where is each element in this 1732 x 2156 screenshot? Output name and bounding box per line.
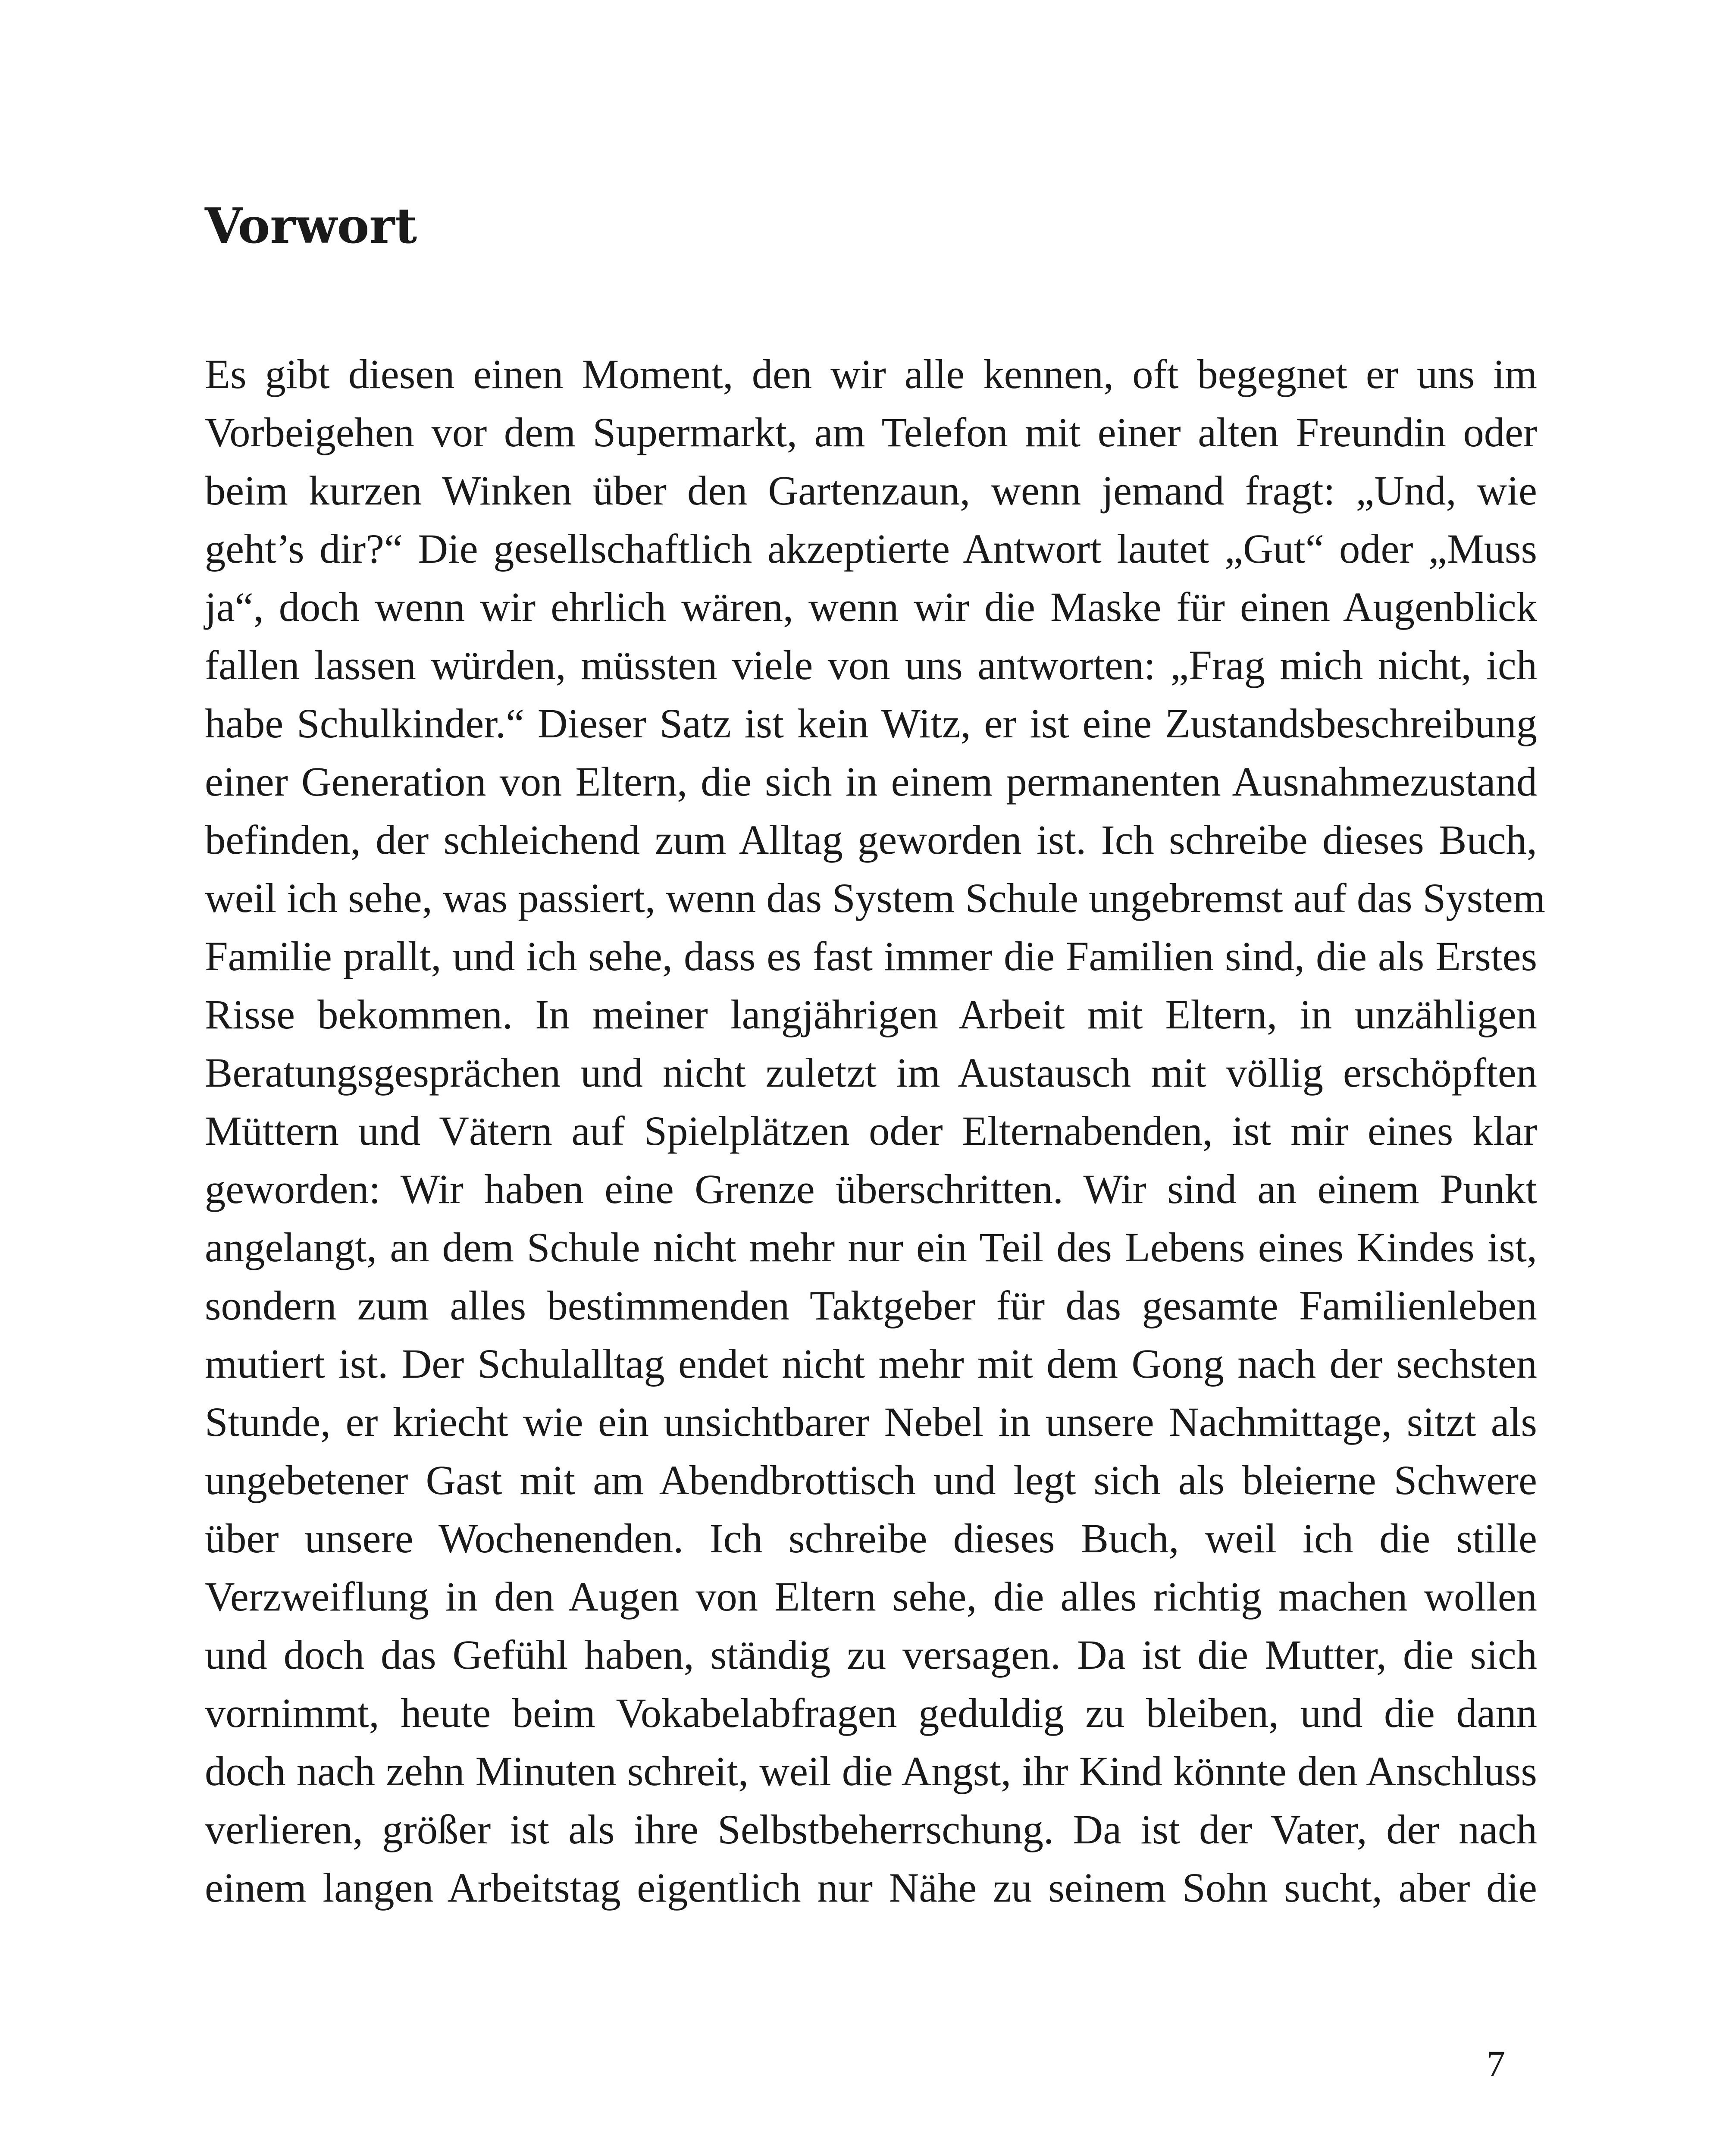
- text-line: Stunde, er kriecht wie ein unsichtbarer Nebel in unsere Nachmittage, sitzt als: [205, 1399, 1537, 1445]
- text-line: weil ich sehe, was passiert, wenn das System Schule ungebremst auf das System: [205, 875, 1545, 921]
- text-line: vornimmt, heute beim Vokabelabfragen geduldig zu bleiben, und die dann: [205, 1690, 1537, 1736]
- page-number: 7: [1487, 2043, 1505, 2084]
- text-line: einer Generation von Eltern, die sich in einem permanenten Ausnahmezustand: [205, 758, 1537, 805]
- body-paragraph: [205, 345, 1545, 1917]
- text-line: habe Schulkinder.“ Dieser Satz ist kein Witz, er ist eine Zustandsbeschreibung: [205, 700, 1537, 746]
- text-line: Beratungsgesprächen und nicht zuletzt im Austausch mit völlig erschöpften: [205, 1050, 1537, 1096]
- text-line: und doch das Gefühl haben, ständig zu versagen. Da ist die Mutter, die sich: [205, 1632, 1537, 1678]
- text-line: Vorbeigehen vor dem Supermarkt, am Telefon mit einer alten Freundin oder: [205, 409, 1537, 455]
- text-line: ungebetener Gast mit am Abendbrottisch und legt sich als bleierne Schwere: [205, 1457, 1537, 1503]
- chapter-heading: Vorwort: [205, 198, 417, 254]
- text-line: mutiert ist. Der Schulalltag endet nicht mehr mit dem Gong nach der sechsten: [205, 1341, 1537, 1387]
- text-line: geworden: Wir haben eine Grenze überschritten. Wir sind an einem Punkt: [205, 1166, 1537, 1212]
- text-line: beim kurzen Winken über den Gartenzaun, wenn jemand fragt: „Und, wie: [205, 467, 1537, 514]
- text-line: geht’s dir?“ Die gesellschaftlich akzeptierte Antwort lautet „Gut“ oder „Muss: [205, 526, 1537, 572]
- text-line: sondern zum alles bestimmenden Taktgeber für das gesamte Familienleben: [205, 1282, 1537, 1329]
- text-line: Risse bekommen. In meiner langjährigen Arbeit mit Eltern, in unzähligen: [205, 991, 1537, 1037]
- text-line: fallen lassen würden, müssten viele von uns antworten: „Frag mich nicht, ich: [205, 642, 1537, 688]
- text-line: Familie prallt, und ich sehe, dass es fast immer die Familien sind, die als Erstes: [205, 933, 1537, 979]
- text-line: befinden, der schleichend zum Alltag geworden ist. Ich schreibe dieses Buch,: [205, 817, 1537, 863]
- text-line: Es gibt diesen einen Moment, den wir alle kennen, oft begegnet er uns im: [205, 351, 1537, 397]
- text-line: Verzweiflung in den Augen von Eltern sehe, die alles richtig machen wollen: [205, 1573, 1537, 1620]
- text-line: verlieren, größer ist als ihre Selbstbeherrschung. Da ist der Vater, der nach: [205, 1806, 1537, 1852]
- text-line: ja“, doch wenn wir ehrlich wären, wenn wir die Maske für einen Augenblick: [205, 584, 1537, 630]
- text-line: angelangt, an dem Schule nicht mehr nur ein Teil des Lebens eines Kindes ist,: [205, 1224, 1537, 1270]
- text-line: einem langen Arbeitstag eigentlich nur Nähe zu seinem Sohn sucht, aber die: [205, 1865, 1537, 1911]
- text-line: über unsere Wochenenden. Ich schreibe dieses Buch, weil ich die stille: [205, 1515, 1537, 1561]
- text-line: doch nach zehn Minuten schreit, weil die Angst, ihr Kind könnte den Anschluss: [205, 1748, 1537, 1794]
- text-line: Müttern und Vätern auf Spielplätzen oder Elternabenden, ist mir eines klar: [205, 1108, 1537, 1154]
